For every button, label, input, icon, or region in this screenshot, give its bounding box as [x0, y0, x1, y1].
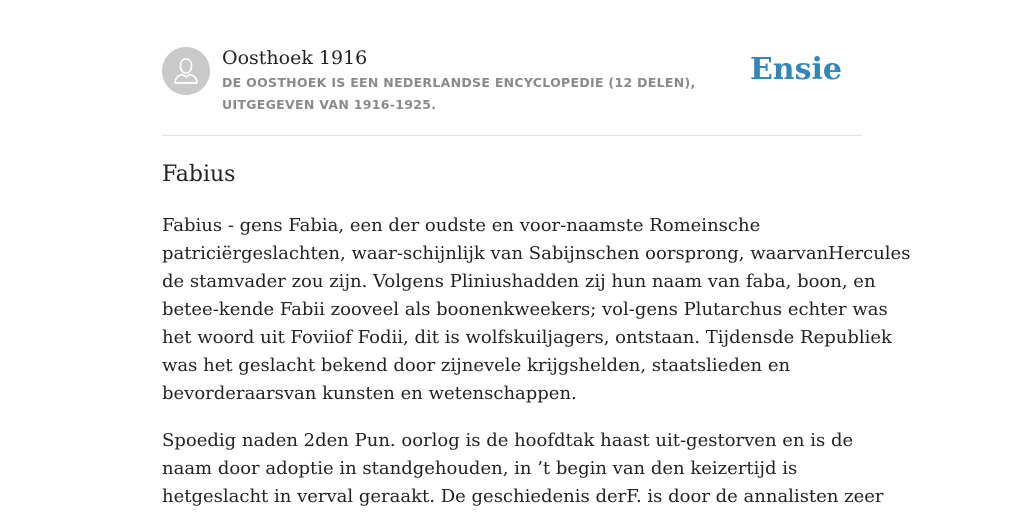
- text-line: patriciërgeslachten, waar-schijnlijk van Sabijnschen oorsprong, waarvanHercules: [162, 243, 911, 264]
- text-line: de stamvader zou zijn. Volgens Pliniushadden zij hun naam van faba, boon, en: [162, 271, 876, 292]
- text-line: hetgeslacht in verval geraakt. De geschiedenis derF. is door de annalisten zeer: [162, 486, 884, 507]
- entry-paragraph: [162, 212, 911, 408]
- source-description: [222, 72, 762, 116]
- text-line: Spoedig naden 2den Pun. oorlog is de hoofdtak haast uit-gestorven en is de: [162, 430, 854, 451]
- text-line: naam door adoptie in standgehouden, in ’t begin van den keizertijd is: [162, 458, 798, 479]
- entry-title: Fabius: [162, 162, 236, 187]
- text-line: betee-kende Fabii zooveel als boonenkweekers; vol-gens Plutarchus echter was: [162, 299, 888, 320]
- entry-body: [162, 212, 911, 512]
- source-description-line: DE OOSTHOEK IS EEN NEDERLANDSE ENCYCLOPEDIE (12 DELEN), UITGEGEVEN: [222, 75, 696, 112]
- ensie-logo[interactable]: Ensie: [749, 52, 842, 87]
- header-divider: [162, 135, 862, 136]
- source-title[interactable]: Oosthoek 1916: [222, 47, 368, 69]
- user-silhouette-icon: [162, 47, 210, 95]
- source-description-line: VAN 1916-1925.: [319, 97, 437, 112]
- text-line: was het geslacht bekend door zijnevele krijgshelden, staatslieden en: [162, 355, 791, 376]
- text-line: bevorderaarsvan kunsten en wetenschappen.: [162, 383, 577, 404]
- text-line: het woord uit Foviiof Fodii, dit is wolfskuiljagers, ontstaan. Tijdensde Republiek: [162, 327, 892, 348]
- text-line: Fabius - gens Fabia, een der oudste en voor-naamste Romeinsche: [162, 215, 761, 236]
- entry-paragraph: [162, 427, 884, 511]
- source-header: [162, 46, 862, 116]
- avatar[interactable]: [162, 47, 210, 95]
